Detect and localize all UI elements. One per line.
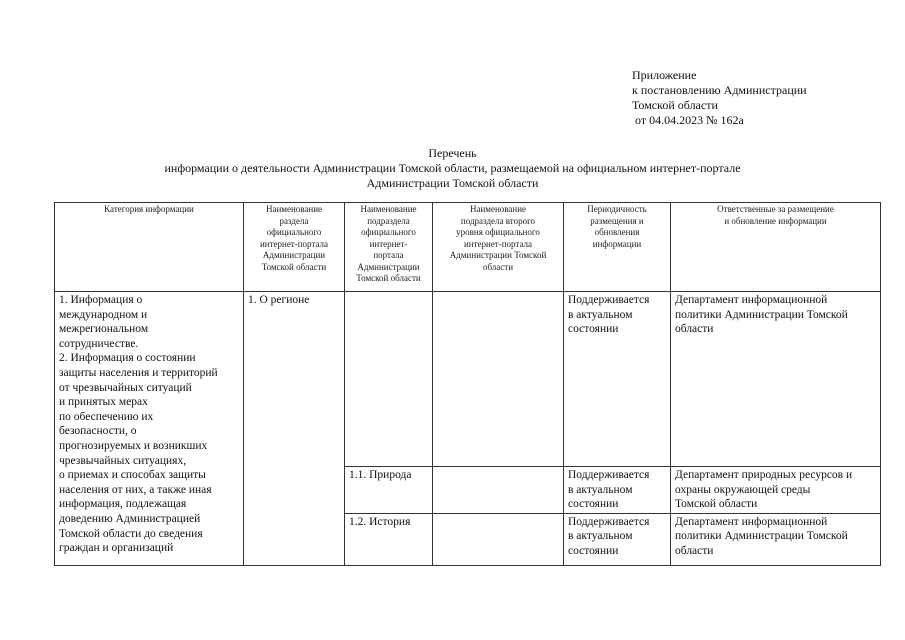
responsible-cell: Департамент природных ресурсов и охраны окружающей среды Томской области (671, 467, 881, 514)
subsection-level2-cell (433, 467, 564, 514)
periodicity-cell: Поддерживается в актуальном состоянии (564, 467, 671, 514)
subsection-cell (345, 292, 433, 467)
periodicity-cell: Поддерживается в актуальном состоянии (564, 513, 671, 565)
header-subsection: Наименование подраздела официального интернет- портала Администрации Томской области (345, 203, 433, 292)
title-line-2: информации о деятельности Администрации Томской области, размещаемой на официальном интернет-портале (164, 161, 741, 175)
section-cell: 1. О регионе (244, 292, 345, 566)
periodicity-cell: Поддерживается в актуальном состоянии (564, 292, 671, 467)
header-subsection-level2: Наименование подраздела второго уровня официального интернет-портала Администрации Томской области (433, 203, 564, 292)
responsible-cell: Департамент информационной политики Администрации Томской области (671, 292, 881, 467)
category-cell: 1. Информация о международном и межрегиональном сотрудничестве. 2. Информация о состоянии защиты населения и территорий от чрезвычайных ситуаций и принятых мерах по обеспечению их безопасности, о прогнозируемых и возникших чрезвычайных ситуациях, о приемах и способах защиты населения от них, а также иная информация, подлежащая доведению Администрацией Томской области до сведения граждан и организаций (55, 292, 244, 566)
header-category: Категория информации (55, 203, 244, 292)
subsection-cell: 1.1. Природа (345, 467, 433, 514)
appendix-block: Приложение к постановлению Администрации Томской области от 04.04.2023 № 162а (632, 68, 807, 127)
header-section: Наименование раздела официального интернет-портала Администрации Томской области (244, 203, 345, 292)
document-title (0, 146, 905, 191)
table-header-row (55, 203, 881, 292)
table-row (55, 292, 881, 467)
responsible-cell: Департамент информационной политики Администрации Томской области (671, 513, 881, 565)
header-responsible: Ответственные за размещение и обновление информации (671, 203, 881, 292)
title-line-1: Перечень (428, 146, 477, 160)
title-line-3: Администрации Томской области (366, 176, 539, 190)
subsection-level2-cell (433, 513, 564, 565)
subsection-level2-cell (433, 292, 564, 467)
subsection-cell: 1.2. История (345, 513, 433, 565)
information-table (54, 202, 881, 566)
header-periodicity: Периодичность размещения и обновления информации (564, 203, 671, 292)
